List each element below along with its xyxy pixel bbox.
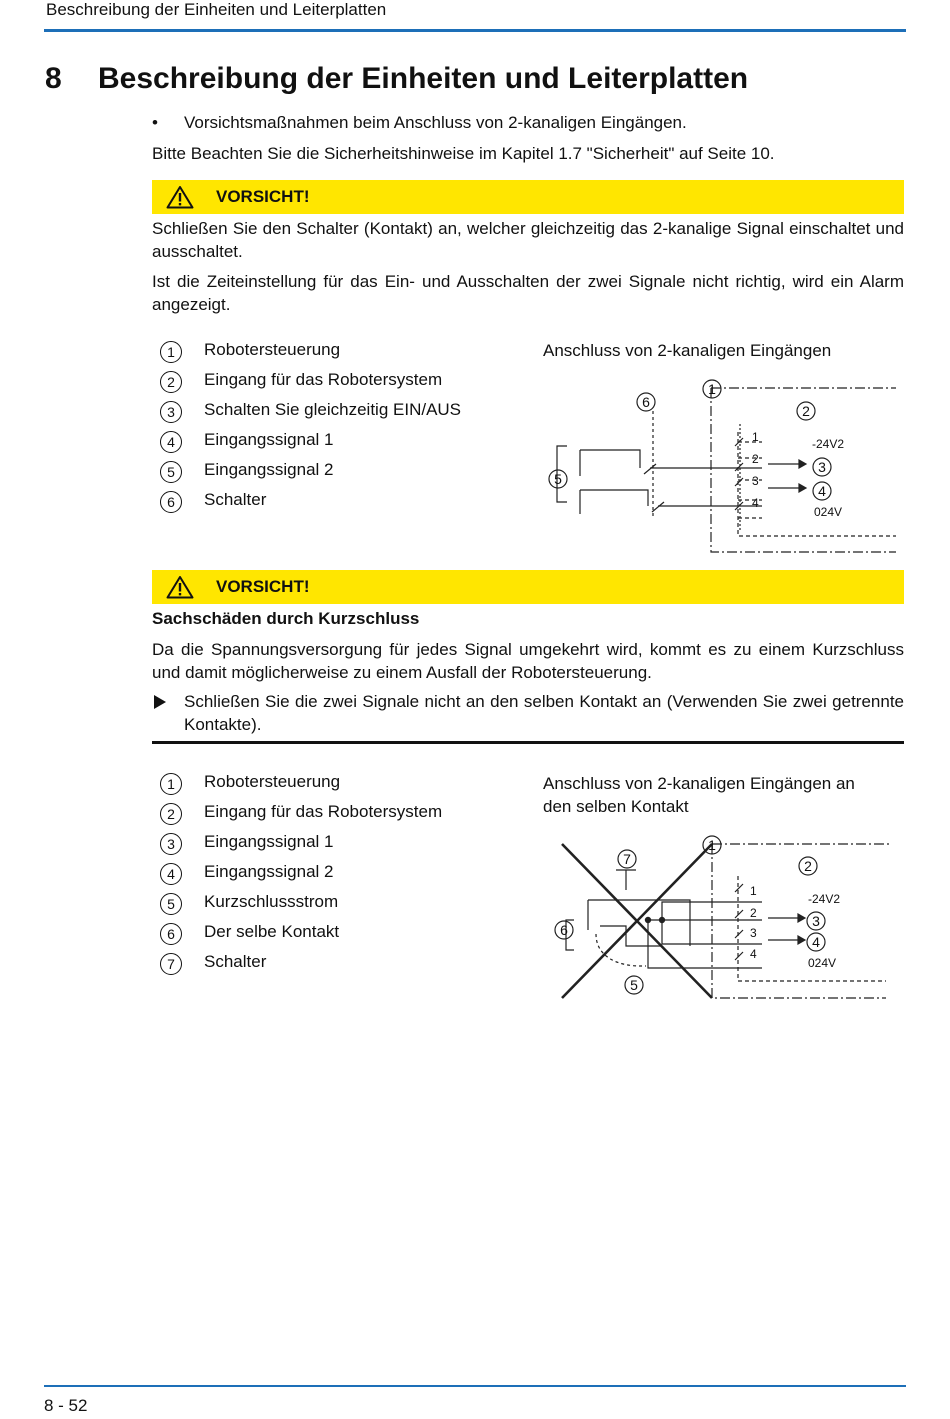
caution-label: VORSICHT! [216, 577, 310, 596]
header-rule [44, 29, 906, 32]
caution-bar [152, 180, 904, 214]
callout-7: 7 [623, 851, 631, 867]
warning-icon [166, 185, 194, 209]
legend-text: Eingangssignal 1 [204, 832, 334, 851]
legend-text: Kurzschlussstrom [204, 892, 339, 911]
intro-bullet: Vorsichtsmaßnahmen beim Anschluss von 2-kanaligen Eingängen. [184, 113, 687, 132]
diagram-title: Anschluss von 2-kanaligen Eingängen an [543, 774, 855, 793]
legend-text: Eingangssignal 2 [204, 460, 334, 479]
callout-number: 2 [160, 803, 182, 825]
pin-label: 4 [750, 947, 757, 961]
action-arrow-icon [152, 694, 168, 710]
callout-4: 4 [818, 483, 826, 499]
footer-rule [44, 1385, 906, 1387]
switch-contact [652, 502, 664, 512]
legend-text: Eingang für das Robotersystem [204, 802, 443, 821]
legend-text: Schalter [204, 490, 267, 509]
callout-number: 6 [160, 491, 182, 513]
callout-2: 2 [804, 858, 812, 874]
callout-number: 5 [160, 893, 182, 915]
wire [580, 450, 640, 476]
caution-heading: Sachschäden durch Kurzschluss [152, 609, 420, 628]
page-number: 8 - 52 [44, 1396, 88, 1415]
voltage-label: 024V [808, 956, 837, 970]
callout-number: 1 [160, 341, 182, 363]
callout-1: 1 [708, 837, 716, 853]
callout-number: 4 [160, 863, 182, 885]
legend-text: Robotersteuerung [204, 340, 341, 359]
legend-text: Eingang für das Robotersystem [204, 370, 443, 389]
callout-4: 4 [812, 934, 820, 950]
bullet-marker: • [152, 113, 158, 132]
signal-arrow [768, 918, 802, 940]
callout-number: 3 [160, 401, 182, 423]
callout-6: 6 [560, 922, 568, 938]
legend-1 [160, 340, 540, 530]
chapter-number: 8 [45, 62, 62, 95]
callout-3: 3 [818, 459, 826, 475]
callout-number: 4 [160, 431, 182, 453]
callout-5: 5 [630, 977, 638, 993]
legend-text: Schalter [204, 952, 267, 971]
switch-contact [644, 464, 656, 474]
diagram-title: den selben Kontakt [543, 797, 689, 816]
callout-1: 1 [708, 381, 716, 397]
wire [580, 490, 648, 514]
callout-6: 6 [642, 394, 650, 410]
pin-tick [735, 884, 743, 960]
pin-label: 4 [752, 496, 759, 510]
running-header: Beschreibung der Einheiten und Leiterplatten [46, 0, 387, 19]
callout-number: 1 [160, 773, 182, 795]
pin-label: 3 [752, 474, 759, 488]
legend-text: Schalten Sie gleichzeitig EIN/AUS [204, 400, 462, 419]
legend-text: Der selbe Kontakt [204, 922, 340, 941]
voltage-label: 024V [814, 505, 843, 519]
legend-2 [160, 772, 540, 987]
caution-text: Da die Spannungsversorgung für jedes Signal umgekehrt wird, kommt es zu einem Kurzschluss und damit möglicherweise zu einem Ausfall der Robotersteuerung. [152, 640, 904, 682]
callout-number: 5 [160, 461, 182, 483]
pin-label: 1 [750, 884, 757, 898]
legend-text: Robotersteuerung [204, 772, 341, 791]
intro-reference: Bitte Beachten Sie die Sicherheitshinweise im Kapitel 1.7 "Sicherheit" auf Seite 10. [152, 144, 775, 163]
legend-text: Eingangssignal 1 [204, 430, 334, 449]
pin-label: 2 [752, 452, 759, 466]
wiring-diagram-2 [540, 826, 910, 1016]
action-text: Schließen Sie die zwei Signale nicht an den selben Kontakt an (Verwenden Sie zwei getrennte Kontakte). [184, 692, 904, 734]
wiring-diagram-1 [540, 370, 910, 560]
voltage-label: -24V2 [812, 437, 845, 451]
callout-2: 2 [802, 403, 810, 419]
callout-5: 5 [554, 471, 562, 487]
pin-label: 2 [750, 906, 757, 920]
legend-text: Eingangssignal 2 [204, 862, 334, 881]
caution-label: VORSICHT! [216, 187, 310, 206]
diagram-title: Anschluss von 2-kanaligen Eingängen [543, 341, 832, 360]
voltage-label: -24V2 [808, 892, 841, 906]
section-rule [152, 741, 904, 744]
caution-text: Schließen Sie den Schalter (Kontakt) an, welcher gleichzeitig das 2-kanalige Signal einschaltet und ausschaltet. [152, 219, 904, 261]
warning-icon [166, 575, 194, 599]
wire [648, 920, 762, 968]
wire [648, 902, 762, 920]
signal-arrow [768, 464, 803, 488]
caution-bar [152, 570, 904, 604]
pin-label: 1 [752, 430, 759, 444]
callout-number: 6 [160, 923, 182, 945]
callout-3: 3 [812, 913, 820, 929]
chapter-title: Beschreibung der Einheiten und Leiterplatten [98, 62, 749, 95]
callout-number: 3 [160, 833, 182, 855]
callout-number: 2 [160, 371, 182, 393]
callout-number: 7 [160, 953, 182, 975]
pin-label: 3 [750, 926, 757, 940]
pin-tick [735, 438, 743, 510]
caution-text: Ist die Zeiteinstellung für das Ein- und Ausschalten der zwei Signale nicht richtig, wird ein Alarm angezeigt. [152, 272, 904, 314]
